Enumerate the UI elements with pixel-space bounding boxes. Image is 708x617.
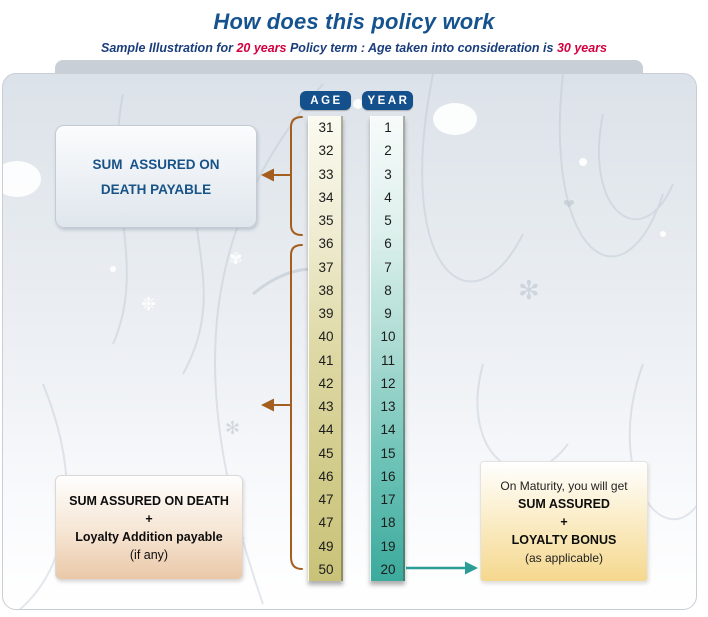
column-cell: 31 bbox=[318, 120, 334, 136]
column-cell: 3 bbox=[384, 166, 392, 182]
column-cell: 50 bbox=[318, 561, 334, 577]
sum-assured-death-loyalty-callout bbox=[55, 475, 243, 580]
page-title: How does this policy work bbox=[213, 9, 495, 34]
column-cell: 46 bbox=[318, 468, 334, 484]
svg-text:❤: ❤ bbox=[563, 196, 575, 212]
maturity-benefit-callout bbox=[480, 461, 648, 582]
column-cell: 9 bbox=[384, 306, 392, 322]
column-cell: 43 bbox=[318, 399, 334, 415]
column-cell: 39 bbox=[318, 306, 334, 322]
column-cell: 44 bbox=[318, 422, 334, 438]
callout-line: (if any) bbox=[129, 547, 169, 562]
column-cell: 37 bbox=[318, 259, 334, 275]
callout-line: LOYALTY BONUS bbox=[511, 532, 617, 547]
column-cell: 5 bbox=[384, 213, 392, 229]
svg-text:✻: ✻ bbox=[518, 275, 540, 305]
column-cell: 19 bbox=[380, 538, 396, 554]
callout-line: SUM ASSURED bbox=[518, 496, 610, 511]
column-cell: 7 bbox=[384, 259, 392, 275]
plus-sign: + bbox=[560, 514, 568, 529]
column-cell: 40 bbox=[318, 329, 334, 345]
column-cell: 4 bbox=[384, 189, 392, 205]
column-cell: 17 bbox=[380, 492, 396, 508]
column-cell: 41 bbox=[318, 352, 334, 368]
column-cell: 32 bbox=[318, 143, 334, 159]
subtitle bbox=[0, 41, 708, 55]
column-cell: 18 bbox=[380, 515, 396, 531]
column-cell: 16 bbox=[380, 468, 396, 484]
column-cell: 45 bbox=[318, 445, 334, 461]
column-cell: 1 bbox=[384, 120, 392, 136]
callout-line: SUM ASSURED ON bbox=[92, 156, 220, 172]
column-cell: 11 bbox=[380, 352, 395, 368]
column-cell: 47 bbox=[318, 492, 334, 508]
column-cell: 15 bbox=[380, 445, 396, 461]
column-cell: 33 bbox=[318, 166, 334, 182]
svg-text:✾: ✾ bbox=[229, 251, 243, 268]
column-cell: 38 bbox=[318, 282, 334, 298]
column-cell: 49 bbox=[318, 538, 334, 554]
column-cell: 34 bbox=[318, 189, 334, 205]
column-cell: 42 bbox=[318, 375, 334, 391]
column-cell: 47 bbox=[318, 515, 334, 531]
svg-text:✻: ✻ bbox=[225, 418, 241, 438]
column-cell: 13 bbox=[380, 399, 396, 415]
column-cell: 14 bbox=[380, 422, 396, 438]
sum-assured-death-payable-callout bbox=[55, 125, 257, 228]
callout-line: Loyalty Addition payable bbox=[75, 529, 223, 544]
column-cell: 10 bbox=[380, 329, 396, 345]
plus-sign: + bbox=[145, 511, 153, 526]
age-column bbox=[308, 116, 343, 581]
column-cell: 35 bbox=[318, 213, 334, 229]
year-column bbox=[370, 116, 405, 581]
column-cell: 8 bbox=[384, 282, 392, 298]
year-column-header-badge: YEAR bbox=[362, 91, 413, 110]
callout-line: DEATH PAYABLE bbox=[100, 181, 212, 197]
column-cell: 36 bbox=[318, 236, 334, 252]
policy-term-highlight: 20 years bbox=[236, 41, 287, 55]
column-cell: 12 bbox=[380, 375, 396, 391]
column-cell: 2 bbox=[384, 143, 392, 159]
column-cell: 6 bbox=[384, 236, 392, 252]
svg-text:❉: ❉ bbox=[141, 294, 157, 314]
age-highlight: 30 years bbox=[556, 41, 607, 55]
callout-line: On Maturity, you will get bbox=[500, 478, 628, 493]
callout-line: (as applicable) bbox=[524, 550, 604, 565]
subtitle-text: Sample Illustration for bbox=[101, 41, 237, 55]
callout-line: SUM ASSURED ON DEATH bbox=[69, 493, 229, 508]
age-column-header-badge: AGE bbox=[300, 91, 351, 110]
column-cell: 20 bbox=[380, 561, 396, 577]
subtitle-text: Policy term : Age taken into consideration is bbox=[286, 41, 557, 55]
